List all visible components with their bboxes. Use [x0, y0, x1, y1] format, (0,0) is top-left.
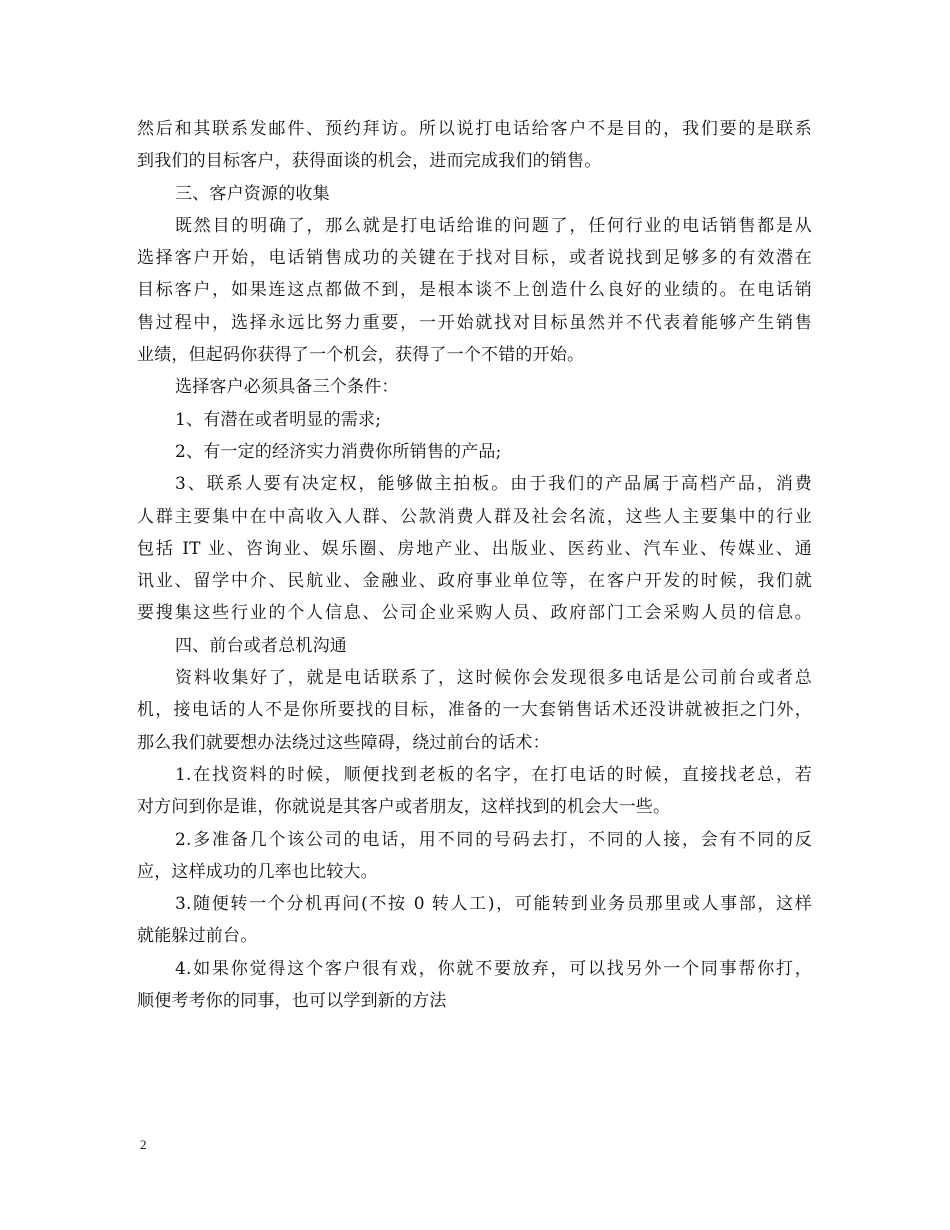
text-line: 售过程中，选择永远比努力重要，一开始就找对目标虽然并不代表着能够产生销售: [137, 312, 812, 333]
text-line: 应，这样成功的几率也比较大。: [137, 861, 378, 882]
text-line: 3.随便转一个分机再问(不按 0 转人工)，可能转到业务员那里或人事部，这样: [175, 894, 812, 915]
text-line: 1、有潜在或者明显的需求;: [175, 409, 382, 430]
text-line: 2.多准备几个该公司的电话，用不同的号码去打，不同的人接，会有不同的反: [175, 829, 812, 850]
text-line: 然后和其联系发邮件、预约拜访。所以说打电话给客户不是目的，我们要的是联系: [137, 119, 812, 139]
text-line: 三、客户资源的收集: [175, 183, 330, 204]
body-text: [137, 113, 812, 1017]
text-line: 四、前台或者总机沟通: [175, 635, 347, 656]
text-line: 资料收集好了，就是电话联系了，这时候你会发现很多电话是公司前台或者总: [175, 668, 812, 689]
text-line: 人群主要集中在中高收入人群、公款消费人群及社会名流，这些人主要集中的行业: [137, 506, 812, 527]
text-line: 要搜集这些行业的个人信息、公司企业采购人员、政府部门工会采购人员的信息。: [137, 603, 812, 624]
text-line: 包括 IT 业、咨询业、娱乐圈、房地产业、出版业、医药业、汽车业、传媒业、通: [137, 538, 812, 559]
text-line: 机，接电话的人不是你所要找的目标，准备的一大套销售话术还没讲就被拒之门外，: [137, 700, 812, 721]
text-line: 选择客户开始，电话销售成功的关键在于找对目标，或者说找到足够多的有效潜在: [137, 248, 812, 269]
text-line: 就能躲过前台。: [137, 926, 258, 947]
text-line: 3、联系人要有决定权，能够做主拍板。由于我们的产品属于高档产品，消费: [175, 474, 812, 495]
text-line: 选择客户必须具备三个条件：: [175, 377, 399, 398]
text-line: 1.在找资料的时候，顺便找到老板的名字，在打电话的时候，直接找老总，若: [175, 764, 812, 785]
text-line: 业绩，但起码你获得了一个机会，获得了一个不错的开始。: [137, 345, 585, 366]
text-line: 顺便考考你的同事，也可以学到新的方法: [137, 991, 447, 1012]
text-line: 既然目的明确了，那么就是打电话给谁的问题了，任何行业的电话销售都是从: [175, 215, 812, 236]
text-line: 对方问到你是谁，你就说是其客户或者朋友，这样找到的机会大一些。: [137, 797, 671, 818]
text-line: 目标客户，如果连这点都做不到，是根本谈不上创造什么良好的业绩的。在电话销: [137, 280, 812, 301]
text-line: 讯业、留学中介、民航业、金融业、政府事业单位等，在客户开发的时候，我们就: [137, 571, 812, 592]
text-line: 到我们的目标客户，获得面谈的机会，进而完成我们的销售。: [137, 151, 602, 172]
page-number: 2: [140, 1137, 147, 1152]
text-line: 4.如果你觉得这个客户很有戏，你就不要放弃，可以找另外一个同事帮你打，: [175, 958, 812, 979]
text-line: 那么我们就要想办法绕过这些障碍，绕过前台的话术：: [137, 732, 550, 753]
text-line: 2、有一定的经济实力消费你所销售的产品;: [175, 441, 502, 462]
